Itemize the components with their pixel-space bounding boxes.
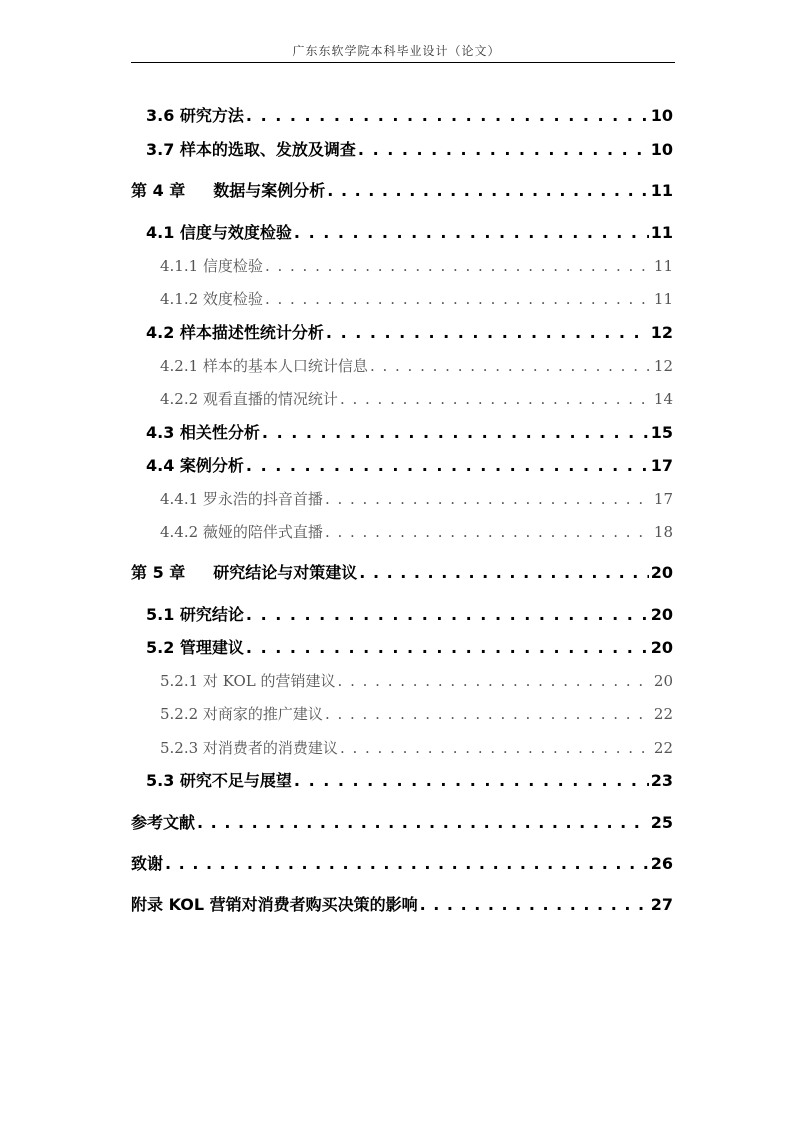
toc-entry-title: 3.6 研究方法 — [146, 106, 244, 125]
toc-leader-dots — [420, 894, 649, 916]
toc-entry-section[interactable] — [146, 422, 673, 444]
toc-entry-title: 4.4 案例分析 — [146, 456, 244, 475]
toc-entry-title: 5.2.1 对 KOL 的营销建议 — [160, 672, 336, 690]
toc-page-number: 20 — [653, 672, 673, 690]
header-rule — [131, 62, 675, 63]
toc-entry-section[interactable] — [146, 637, 673, 659]
toc-leader-dots — [340, 388, 652, 410]
toc-page-number: 25 — [650, 813, 673, 832]
toc-entry-sub[interactable] — [160, 288, 673, 310]
toc-chapter-number: 第 4 章 — [131, 181, 186, 200]
toc-entry-section[interactable] — [146, 770, 673, 792]
toc-entry-title: 5.2 管理建议 — [146, 638, 244, 657]
toc-entry-section[interactable] — [146, 222, 673, 244]
toc-page-number: 17 — [650, 456, 673, 475]
toc-page-number: 27 — [650, 895, 673, 914]
toc-entry-sub[interactable] — [160, 255, 673, 277]
toc-entry-section[interactable] — [146, 455, 673, 477]
toc-entry-title: 5.3 研究不足与展望 — [146, 771, 292, 790]
toc-entry-chapter[interactable] — [131, 180, 673, 202]
toc-page-number: 22 — [653, 705, 673, 723]
toc-leader-dots — [294, 770, 649, 792]
toc-page-number: 15 — [650, 423, 673, 442]
toc-entry-title: 5.2.2 对商家的推广建议 — [160, 705, 323, 723]
toc-leader-dots — [246, 604, 649, 626]
toc-leader-dots — [246, 637, 649, 659]
toc-entry-title: 参考文献 — [131, 813, 196, 832]
toc-entry-title: 4.1 信度与效度检验 — [146, 223, 292, 242]
toc-entry-sub[interactable] — [160, 488, 673, 510]
toc-entry-section[interactable] — [146, 105, 673, 127]
toc-chapter-number: 第 5 章 — [131, 563, 186, 582]
toc-page-number: 17 — [653, 490, 673, 508]
toc-entry-title: 4.4.1 罗永浩的抖音首播 — [160, 490, 323, 508]
toc-leader-dots — [338, 670, 652, 692]
toc-leader-dots — [359, 562, 648, 584]
toc-leader-dots — [325, 703, 652, 725]
toc-entry-title: 致谢 — [131, 854, 164, 873]
toc-page-number: 26 — [650, 854, 673, 873]
toc-chapter-title: 研究结论与对策建议 — [213, 563, 358, 582]
toc-entry-title: 5.1 研究结论 — [146, 605, 244, 624]
toc-leader-dots — [265, 288, 652, 310]
toc-page-number: 20 — [650, 563, 673, 582]
toc-leader-dots — [197, 812, 649, 834]
toc-entry-title: 4.4.2 薇娅的陪伴式直播 — [160, 523, 323, 541]
toc-entry-title — [131, 180, 325, 202]
toc-entry-title: 附录 KOL 营销对消费者购买决策的影响 — [131, 895, 418, 914]
toc-chapter-title: 数据与案例分析 — [213, 181, 326, 200]
toc-leader-dots — [262, 422, 649, 444]
toc-page-number: 10 — [650, 140, 673, 159]
toc-page-number: 12 — [653, 357, 673, 375]
toc-entry-title: 5.2.3 对消费者的消费建议 — [160, 739, 338, 757]
toc-leader-dots — [358, 139, 649, 161]
toc-entry-section[interactable] — [146, 604, 673, 626]
toc-page-number: 22 — [653, 739, 673, 757]
toc-leader-dots — [340, 737, 652, 759]
toc-entry-title: 4.3 相关性分析 — [146, 423, 260, 442]
toc-entry-section[interactable] — [146, 139, 673, 161]
toc-entry-section[interactable] — [146, 322, 673, 344]
toc-page-number: 20 — [650, 605, 673, 624]
toc-leader-dots — [325, 521, 652, 543]
toc-entry-title: 4.2.2 观看直播的情况统计 — [160, 390, 338, 408]
toc-entry-title: 4.1.2 效度检验 — [160, 290, 263, 308]
toc-page-number: 12 — [650, 323, 673, 342]
toc-page-number: 11 — [653, 257, 673, 275]
toc-entry-chapter[interactable] — [131, 562, 673, 584]
toc-page-number: 23 — [650, 771, 673, 790]
toc-entry-title — [131, 562, 357, 584]
toc-entry-title: 4.1.1 信度检验 — [160, 257, 263, 275]
toc-page-number: 11 — [650, 181, 673, 200]
toc-entry-chapter[interactable] — [131, 853, 673, 875]
toc-leader-dots — [246, 455, 649, 477]
toc-leader-dots — [246, 105, 649, 127]
toc-page-number: 14 — [653, 390, 673, 408]
toc-entry-sub[interactable] — [160, 521, 673, 543]
toc-entry-chapter[interactable] — [131, 894, 673, 916]
toc-leader-dots — [265, 255, 652, 277]
toc-entry-sub[interactable] — [160, 355, 673, 377]
toc-page-number: 20 — [650, 638, 673, 657]
toc-leader-dots — [327, 180, 648, 202]
page-header: 广东东软学院本科毕业设计（论文） — [292, 44, 501, 58]
toc-entry-sub[interactable] — [160, 670, 673, 692]
toc-entry-sub[interactable] — [160, 388, 673, 410]
toc-leader-dots — [370, 355, 652, 377]
toc-page-number: 11 — [653, 290, 673, 308]
toc-entry-chapter[interactable] — [131, 812, 673, 834]
toc-page-number: 10 — [650, 106, 673, 125]
toc-entry-sub[interactable] — [160, 703, 673, 725]
toc-page-number: 11 — [650, 223, 673, 242]
toc-entry-title: 4.2 样本描述性统计分析 — [146, 323, 324, 342]
toc-leader-dots — [165, 853, 649, 875]
toc-page-number: 18 — [653, 523, 673, 541]
toc-entry-sub[interactable] — [160, 737, 673, 759]
toc-entry-title: 3.7 样本的选取、发放及调查 — [146, 140, 356, 159]
toc-leader-dots — [325, 488, 652, 510]
toc-leader-dots — [326, 322, 649, 344]
toc-entry-title: 4.2.1 样本的基本人口统计信息 — [160, 357, 368, 375]
toc-leader-dots — [294, 222, 649, 244]
